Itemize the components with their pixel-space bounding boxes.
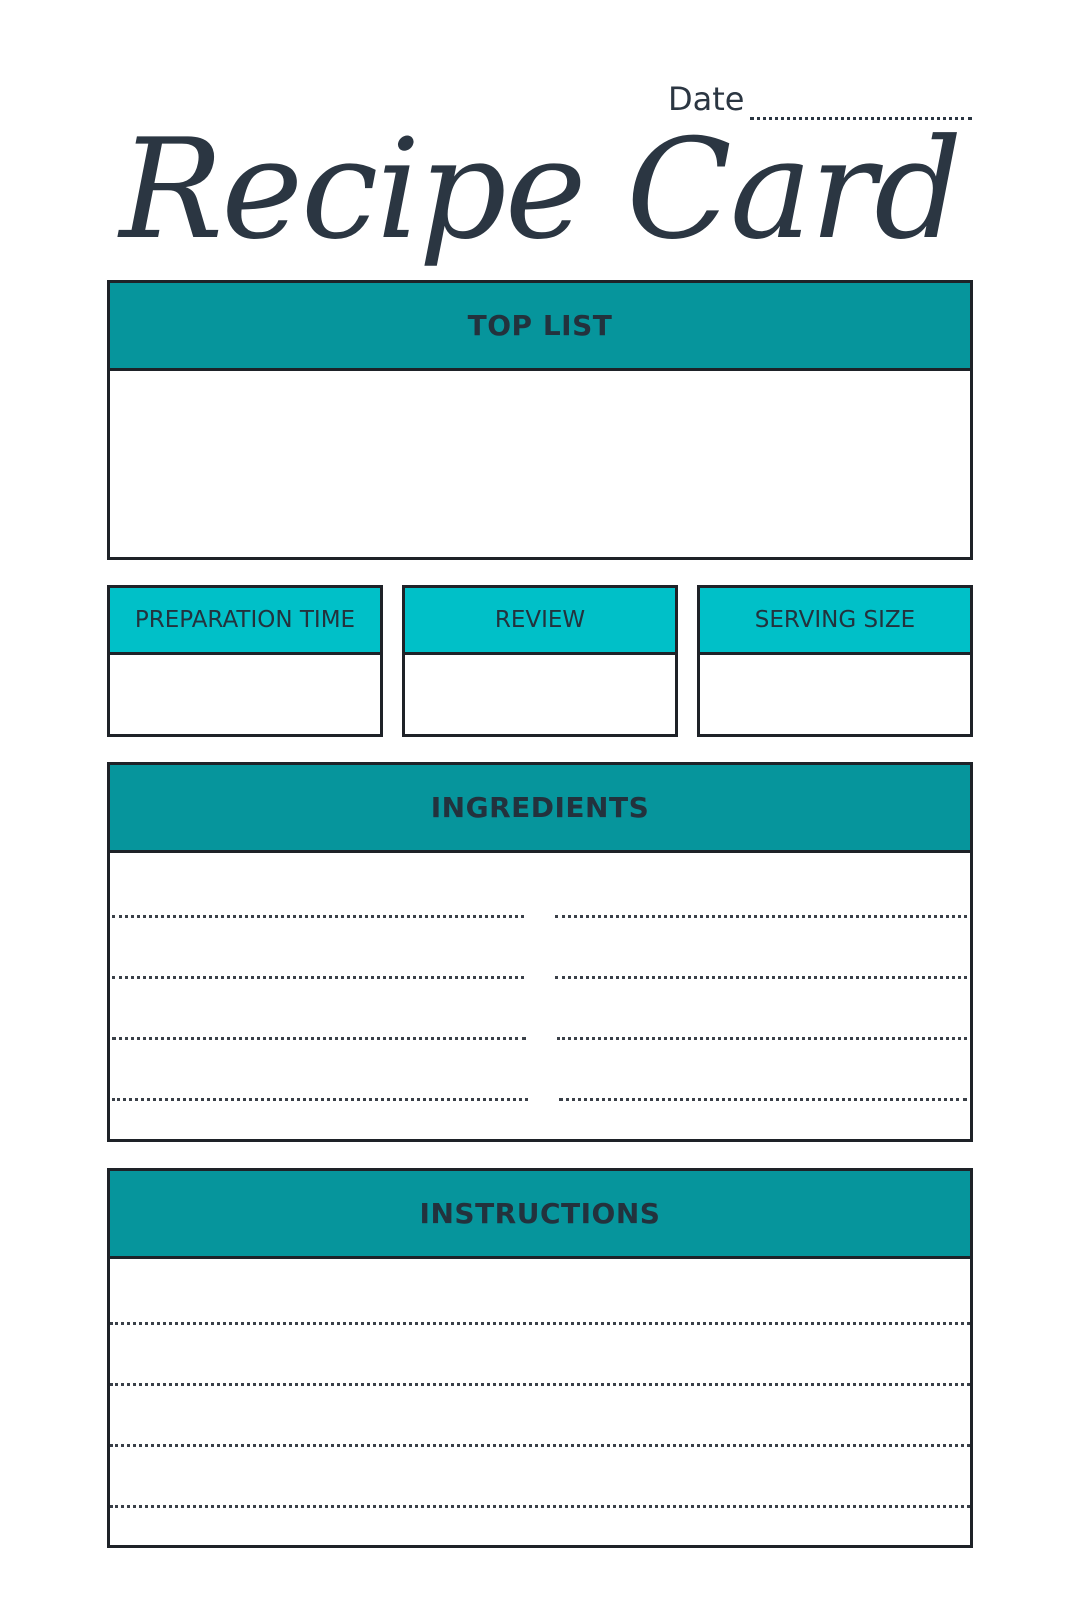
page-title: Recipe Card: [119, 109, 961, 270]
preparation-time-title: PREPARATION TIME: [134, 607, 356, 633]
ingredients-header: [110, 765, 970, 853]
instructions-header: [110, 1171, 970, 1259]
preparation-time-box: [107, 585, 383, 737]
serving-size-box: [697, 585, 973, 737]
preparation-time-header: [110, 588, 380, 655]
review-header: [405, 588, 675, 655]
instructions-box: [107, 1168, 973, 1548]
instruction-line[interactable]: [110, 1505, 970, 1508]
serving-size-title: SERVING SIZE: [754, 607, 916, 633]
instruction-line[interactable]: [110, 1322, 970, 1325]
ingredient-line[interactable]: [112, 1098, 528, 1101]
top-list-box: [107, 280, 973, 560]
review-box: [402, 585, 678, 737]
top-list-content-area[interactable]: [110, 371, 970, 557]
review-title: REVIEW: [494, 607, 586, 633]
ingredients-title: INGREDIENTS: [430, 791, 650, 824]
ingredient-line[interactable]: [112, 976, 524, 979]
preparation-time-field[interactable]: [110, 655, 380, 734]
ingredient-line[interactable]: [559, 1098, 967, 1101]
top-list-title: TOP LIST: [467, 309, 613, 342]
date-label: Date: [668, 80, 745, 118]
top-list-header: [110, 283, 970, 371]
instructions-title: INSTRUCTIONS: [419, 1197, 661, 1230]
ingredients-box: [107, 762, 973, 1142]
serving-size-field[interactable]: [700, 655, 970, 734]
ingredient-line[interactable]: [112, 915, 524, 918]
instruction-line[interactable]: [110, 1383, 970, 1386]
review-field[interactable]: [405, 655, 675, 734]
serving-size-header: [700, 588, 970, 655]
ingredient-line[interactable]: [555, 915, 967, 918]
ingredient-line[interactable]: [112, 1037, 526, 1040]
instruction-line[interactable]: [110, 1444, 970, 1447]
ingredient-line[interactable]: [555, 976, 967, 979]
ingredient-line[interactable]: [557, 1037, 967, 1040]
